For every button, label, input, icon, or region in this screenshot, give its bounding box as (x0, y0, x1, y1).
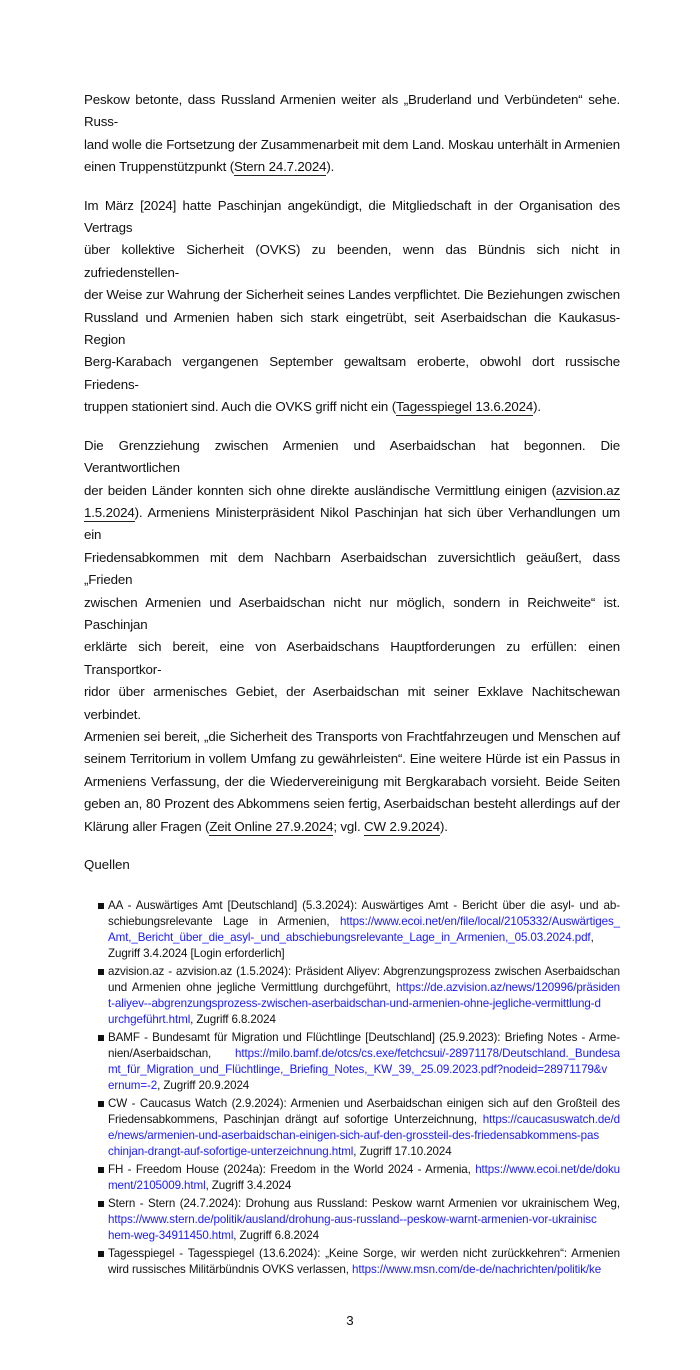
text-line (108, 996, 620, 1012)
body-paragraph (84, 435, 620, 838)
text-segment: schiebungsrelevante Lage in Armenien, (108, 915, 340, 929)
text-line (108, 1246, 620, 1262)
reference-url-link[interactable]: ment/2105009.html (108, 1179, 206, 1193)
text-segment: über kollektive Sicherheit (OVKS) zu beenden, wenn das Bündnis sich nicht in zufriedenstellen- (84, 242, 620, 280)
text-line (108, 930, 620, 946)
text-segment: , Zugriff 20.9.2024 (157, 1079, 250, 1093)
text-segment: Armeniens Verfassung, der die Wiedervereinigung mit Bergkarabach vorsieht. Beide Seiten (84, 773, 620, 789)
text-line (108, 1030, 620, 1046)
reference-item (98, 898, 620, 962)
text-segment: zwischen Armenien und Aserbaidschan nicht nur möglich, sondern in Reichweite“ ist. Paschinjan (84, 594, 620, 632)
reference-url-link[interactable]: https://www.ecoi.net/de/doku (475, 1163, 620, 1177)
text-line (84, 134, 620, 156)
text-segment: Die Grenzziehung zwischen Armenien und Aserbaidschan hat begonnen. Die Verantwortlichen (84, 437, 620, 476)
text-line (84, 793, 620, 815)
text-line (108, 964, 620, 980)
text-line (108, 1178, 620, 1194)
citation-link[interactable]: Stern 24.7.2024 (234, 159, 327, 175)
text-line (84, 195, 620, 240)
text-line (108, 1012, 620, 1028)
text-segment: azvision.az - azvision.az (1.5.2024): Präsident Aliyev: Abgrenzungsprozess zwischen Aserbaidschan (108, 965, 620, 979)
text-line (108, 1162, 620, 1178)
bullet-square-icon (98, 969, 104, 975)
text-segment: einen Truppenstützpunkt ( (84, 159, 235, 175)
bullet-square-icon (98, 1201, 104, 1207)
text-segment: erklärte sich bereit, eine von Aserbaidschans Hauptforderungen zu erfüllen: einen Transportkor- (84, 639, 620, 677)
reference-url-link[interactable]: e/news/armenien-und-aserbaidschan-einigen-sich-auf-den-grossteil-des-friedensabkommens-pas (108, 1129, 600, 1143)
page-number: 3 (346, 1313, 354, 1329)
body-paragraph (84, 195, 620, 419)
text-line (108, 1062, 620, 1078)
reference-url-link[interactable]: hem-weg-34911450.html (108, 1229, 234, 1243)
text-segment: ). (440, 818, 448, 834)
text-segment: Armenien sei bereit, „die Sicherheit des Transports von Frachtfahrzeugen und Menschen auf (84, 728, 620, 744)
text-line (84, 156, 620, 178)
reference-url-link[interactable]: https://caucasuswatch.de/d (482, 1113, 620, 1127)
citation-link[interactable]: Zeit Online 27.9.2024 (209, 818, 334, 834)
reference-item (98, 964, 620, 1028)
text-segment: der beiden Länder konnten sich ohne direkte ausländische Vermittlung einigen ( (84, 482, 556, 498)
text-segment: Im März [2024] hatte Paschinjan angekündigt, die Mitgliedschaft in der Organisation des Vertrags (84, 197, 620, 236)
reference-item (98, 1030, 620, 1094)
text-segment: ridor über armenisches Gebiet, der Aserbaidschan mit seiner Exklave Nachitschewan verbindet. (84, 684, 620, 722)
text-line (84, 748, 620, 770)
text-line (108, 1128, 620, 1144)
text-segment: CW - Caucasus Watch (2.9.2024): Armenien und Aserbaidschan einigen sich auf den Großteil des (108, 1097, 620, 1111)
citation-link[interactable]: azvision.az (555, 482, 620, 498)
text-line (108, 1096, 620, 1112)
reference-url-link[interactable]: https://www.msn.com/de-de/nachrichten/politik/ke (352, 1263, 602, 1277)
text-segment: Klärung aller Fragen ( (84, 818, 210, 834)
reference-url-link[interactable]: urchgeführt.html (108, 1013, 191, 1027)
text-line (84, 636, 620, 681)
text-segment: seinem Territorium in vollem Umfang zu gewährleisten“. Eine weitere Hürde ist ein Passus in (84, 751, 620, 767)
reference-url-link[interactable]: https://www.stern.de/politik/ausland/drohung-aus-russland--peskow-warnt-armenien-vor-ukrainisc (108, 1213, 597, 1227)
text-line (84, 396, 620, 418)
text-segment: der Weise zur Wahrung der Sicherheit seines Landes verpflichtet. Die Beziehungen zwischen (84, 287, 620, 303)
reference-item (98, 1196, 620, 1244)
reference-url-link[interactable]: https://www.ecoi.net/en/file/local/2105332/Auswärtiges_ (339, 915, 620, 929)
text-line (84, 480, 620, 502)
text-line (84, 351, 620, 396)
text-segment: und Armenien ohne jegliche Vermittlung durchgeführt, (108, 981, 397, 995)
reference-url-link[interactable]: mt_für_Migration_und_Flüchtlinge,_Briefing_Notes,_KW_39,_25.09.2023.pdf?nodeid=28971179&v (108, 1063, 608, 1077)
text-segment: BAMF - Bundesamt für Migration und Flüchtlinge [Deutschland] (25.9.2023): Briefing Notes - Arme- (108, 1031, 620, 1045)
reference-url-link[interactable]: t-aliyev--abgrenzungsprozess-zwischen-aserbaidschan-und-armenien-ohne-jegliche-vermittlung-d (108, 997, 601, 1011)
bullet-square-icon (98, 1035, 104, 1041)
text-segment: ). (533, 399, 541, 415)
text-line (84, 681, 620, 726)
text-segment: ). Armeniens Ministerpräsident Nikol Paschinjan hat sich über Verhandlungen um ein (84, 504, 620, 543)
text-line (108, 1078, 620, 1094)
text-line (84, 771, 620, 793)
text-line (108, 1262, 620, 1278)
bullet-square-icon (98, 1251, 104, 1257)
text-segment: geben an, 80 Prozent des Abkommens seien fertig, Aserbaidschan besteht allerdings auf der (84, 796, 620, 812)
citation-link[interactable]: 1.5.2024 (84, 504, 135, 520)
text-segment: ; vgl. (333, 818, 365, 834)
text-line (108, 980, 620, 996)
text-segment: , Zugriff 6.8.2024 (233, 1229, 319, 1243)
text-line (84, 816, 620, 838)
text-line (108, 1196, 620, 1212)
reference-item (98, 1162, 620, 1194)
reference-item (98, 1096, 620, 1160)
text-segment: Peskow betonte, dass Russland Armenien weiter als „Bruderland und Verbündeten“ sehe. Russ- (84, 92, 620, 130)
reference-list (98, 898, 620, 1278)
text-line (108, 1212, 620, 1228)
text-line (84, 592, 620, 637)
citation-link[interactable]: CW 2.9.2024 (364, 818, 441, 834)
text-line (108, 1144, 620, 1160)
text-segment: , Zugriff 17.10.2024 (353, 1145, 452, 1159)
body-paragraph (84, 89, 620, 179)
text-line (84, 547, 620, 592)
text-segment: Tagesspiegel - Tagesspiegel (13.6.2024): „Keine Sorge, wir werden nicht zurückkehren“: Armenien (108, 1247, 620, 1261)
text-line (84, 239, 620, 284)
reference-url-link[interactable]: chinjan-drangt-auf-sofortige-unterzeichnung.html (108, 1145, 354, 1159)
reference-url-link[interactable]: https://milo.bamf.de/otcs/cs.exe/fetchcsui/-28971178/Deutschland._Bundesa (235, 1047, 620, 1061)
text-segment: Berg-Karabach vergangenen September gewaltsam eroberte, obwohl dort russische Friedens- (84, 354, 620, 392)
text-segment: truppen stationiert sind. Auch die OVKS griff nicht ein ( (84, 399, 396, 415)
reference-item (98, 1246, 620, 1278)
text-segment: land wolle die Fortsetzung der Zusammenarbeit mit dem Land. Moskau unterhält in Armenien (84, 136, 620, 152)
text-line (84, 307, 620, 352)
text-line (108, 914, 620, 930)
reference-url-link[interactable]: https://de.azvision.az/news/120996/präsiden (396, 981, 620, 995)
text-line (108, 946, 620, 962)
citation-link[interactable]: Tagesspiegel 13.6.2024 (395, 399, 534, 415)
text-segment: FH - Freedom House (2024a): Freedom in the World 2024 - Armenia, (108, 1163, 476, 1177)
text-segment: wird russisches Militärbündnis OVKS verlassen, (108, 1263, 353, 1277)
text-segment: ). (326, 159, 335, 175)
text-segment: Zugriff 3.4.2024 [Login erforderlich] (108, 947, 285, 961)
text-line (108, 1046, 620, 1062)
text-line (108, 898, 620, 914)
text-segment: Friedensabkommen mit dem Nachbarn Aserbaidschan zuversichtlich geäußert, dass „Frieden (84, 549, 620, 588)
reference-url-link[interactable]: Amt,_Bericht_über_die_asyl-_und_abschiebungsrelevante_Lage_in_Armenien,_05.03.2024.pdf (108, 931, 591, 945)
text-segment: Russland und Armenien haben sich stark eingetrübt, seit Aserbaidschan die Kaukasus-Region (84, 309, 620, 348)
text-line (108, 1112, 620, 1128)
text-line (84, 435, 620, 480)
text-line (108, 1228, 620, 1244)
text-segment: , Zugriff 3.4.2024 (205, 1179, 292, 1193)
bullet-square-icon (98, 1167, 104, 1173)
text-segment: AA - Auswärtiges Amt [Deutschland] (5.3.2024): Auswärtiges Amt - Bericht über die asyl- und ab- (108, 899, 620, 913)
text-line (84, 89, 620, 134)
reference-url-link[interactable]: ernum=-2 (108, 1079, 158, 1093)
text-segment: Stern - Stern (24.7.2024): Drohung aus Russland: Peskow warnt Armenien vor ukrainischem Weg, (108, 1197, 620, 1211)
text-line (84, 284, 620, 306)
text-segment: nien/Aserbaidschan, (108, 1047, 236, 1061)
bullet-square-icon (98, 903, 104, 909)
text-line (84, 726, 620, 748)
bullet-square-icon (98, 1101, 104, 1107)
text-segment: , Zugriff 6.8.2024 (190, 1013, 276, 1027)
sources-heading: Quellen (84, 857, 130, 872)
text-segment: , (590, 931, 594, 945)
text-line (84, 502, 620, 547)
text-segment: Friedensabkommens, Paschinjan drängt auf sofortige Unterzeichnung, (108, 1113, 483, 1127)
